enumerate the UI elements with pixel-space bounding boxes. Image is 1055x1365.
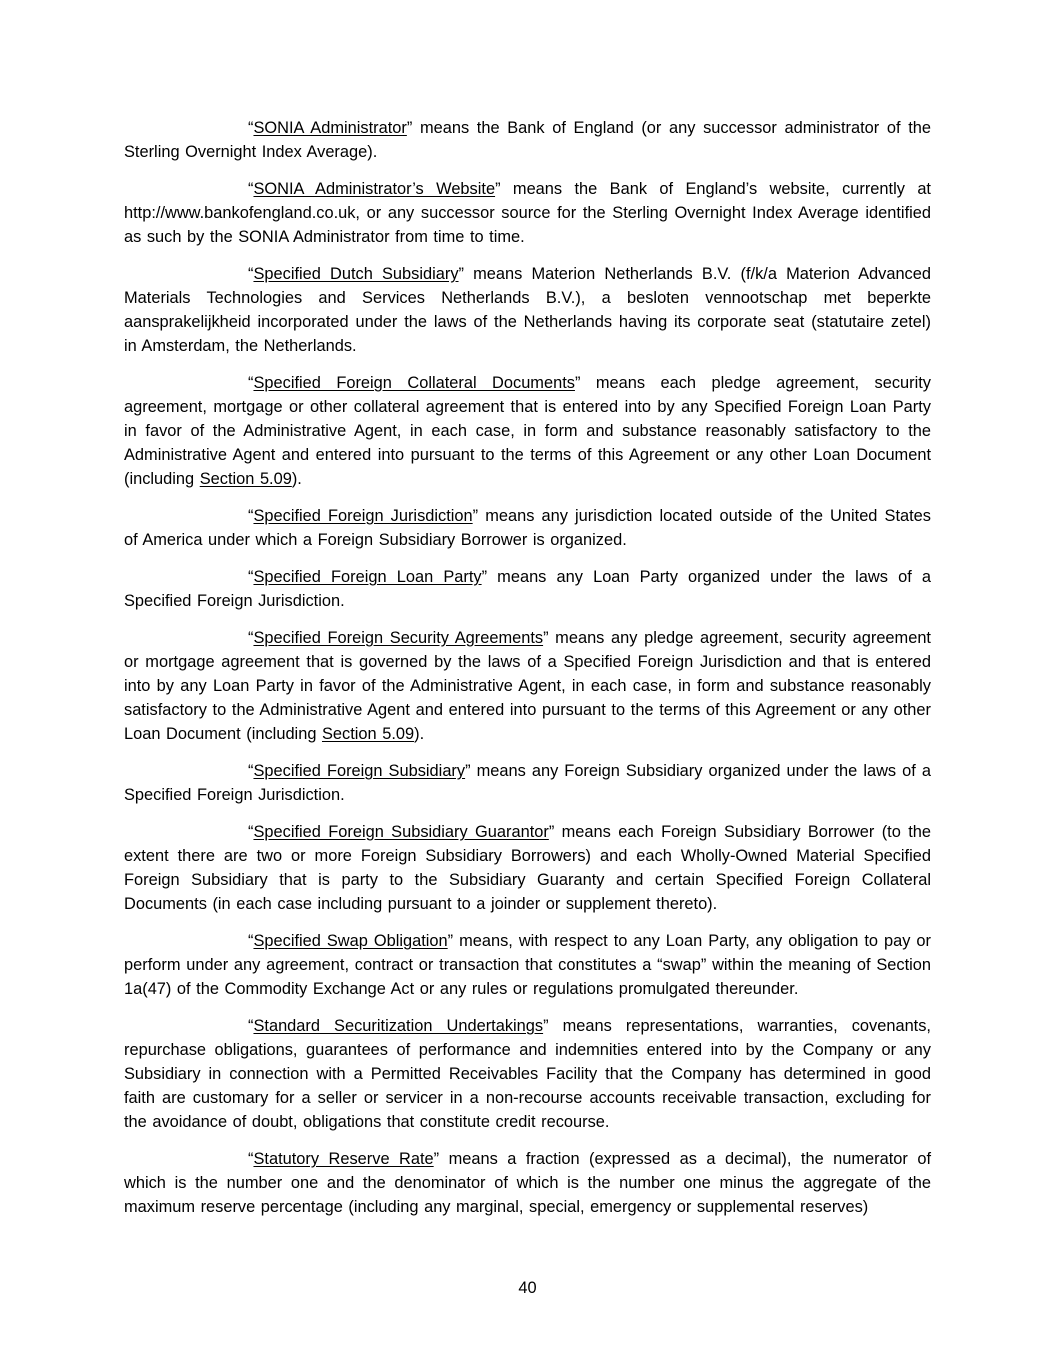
paragraph-specified-foreign-loan-party: “Specified Foreign Loan Party” means any Loan Party organized under the laws of a Specified Foreign Jurisdiction. xyxy=(124,568,931,610)
paragraph-specified-foreign-collateral-documents: “Specified Foreign Collateral Documents” means each pledge agreement, security agreement, mortgage or other collateral agreement that is entered into by any Specified Foreign Loan Party in favor of the Administrative Agent, in each case, in form and substance reasonably satisfactory to the Administrative Agent and entered into pursuant to the terms of this Agreement or any other Loan Document (including Section 5.09). xyxy=(124,374,931,488)
paragraph-sonia-administrator: “SONIA Administrator” means the Bank of England (or any successor administrator of the Sterling Overnight Index Average). xyxy=(124,119,931,161)
page-number: 40 xyxy=(518,1279,537,1297)
section-reference: Section 5.09 xyxy=(321,725,415,743)
defined-term: Specified Foreign Collateral Documents xyxy=(253,374,575,392)
paragraph-standard-securitization-undertakings: “Standard Securitization Undertakings” means representations, warranties, covenants, repurchase obligations, guarantees of performance and indemnities entered into by the Company or any Subsidiary in connection with a Permitted Receivables Facility that the Company has determined in good faith are customary for a seller or servicer in a non-recourse accounts receivable transaction, excluding for the avoidance of doubt, obligations that constitute credit recourse. xyxy=(124,1017,931,1131)
defined-term: Specified Foreign Loan Party xyxy=(253,568,482,586)
defined-term: Statutory Reserve Rate xyxy=(253,1150,434,1168)
defined-term: Specified Foreign Jurisdiction xyxy=(253,507,473,525)
defined-term: Specified Foreign Security Agreements xyxy=(253,629,544,647)
defined-term: Standard Securitization Undertakings xyxy=(253,1017,544,1035)
paragraph-specified-swap-obligation: “Specified Swap Obligation” means, with respect to any Loan Party, any obligation to pay or perform under any agreement, contract or transaction that constitutes a “swap” within the meaning of Section 1a(47) of the Commodity Exchange Act or any rules or regulations promulgated thereunder. xyxy=(124,932,931,998)
paragraph-specified-foreign-security-agreements: “Specified Foreign Security Agreements” means any pledge agreement, security agreement or mortgage agreement that is governed by the laws of a Specified Foreign Jurisdiction and that is entered into by any Loan Party in favor of the Administrative Agent, in each case, in form and substance reasonably satisfactory to the Administrative Agent and entered into pursuant to the terms of this Agreement or any other Loan Document (including Section 5.09). xyxy=(124,629,931,743)
defined-term: Specified Foreign Subsidiary xyxy=(253,762,466,780)
defined-term: SONIA Administrator xyxy=(253,119,407,137)
section-reference: Section 5.09 xyxy=(199,470,292,488)
paragraph-specified-foreign-subsidiary: “Specified Foreign Subsidiary” means any Foreign Subsidiary organized under the laws of a Specified Foreign Jurisdiction. xyxy=(124,762,931,804)
paragraph-specified-foreign-subsidiary-guarantor: “Specified Foreign Subsidiary Guarantor” means each Foreign Subsidiary Borrower (to the extent there are two or more Foreign Subsidiary Borrowers) and each Wholly-Owned Material Specified Foreign Subsidiary that is party to the Subsidiary Guaranty and certain Specified Foreign Collateral Documents (in each case including pursuant to a joinder or supplement thereto). xyxy=(124,823,931,913)
paragraph-sonia-administrators-website: “SONIA Administrator’s Website” means the Bank of England’s website, currently at http://www.bankofengland.co.uk, or any successor source for the Sterling Overnight Index Average identified as such by the SONIA Administrator from time to time. xyxy=(124,180,931,246)
defined-term: SONIA Administrator’s Website xyxy=(253,180,496,198)
defined-term: Specified Dutch Subsidiary xyxy=(253,265,459,283)
defined-term: Specified Swap Obligation xyxy=(253,932,448,950)
paragraph-specified-foreign-jurisdiction: “Specified Foreign Jurisdiction” means any jurisdiction located outside of the United States of America under which a Foreign Subsidiary Borrower is organized. xyxy=(124,507,931,549)
paragraph-statutory-reserve-rate: “Statutory Reserve Rate” means a fraction (expressed as a decimal), the numerator of which is the number one and the denominator of which is the number one minus the aggregate of the maximum reserve percentage (including any marginal, special, emergency or supplemental reserves) xyxy=(124,1150,931,1216)
paragraph-specified-dutch-subsidiary: “Specified Dutch Subsidiary” means Materion Netherlands B.V. (f/k/a Materion Advanced Materials Technologies and Services Netherlands B.V.), a besloten vennootschap met beperkte aansprakelijkheid incorporated under the laws of the Netherlands having its corporate seat (statutaire zetel) in Amsterdam, the Netherlands. xyxy=(124,265,931,355)
defined-term: Specified Foreign Subsidiary Guarantor xyxy=(253,823,549,841)
document-body xyxy=(124,116,931,1219)
